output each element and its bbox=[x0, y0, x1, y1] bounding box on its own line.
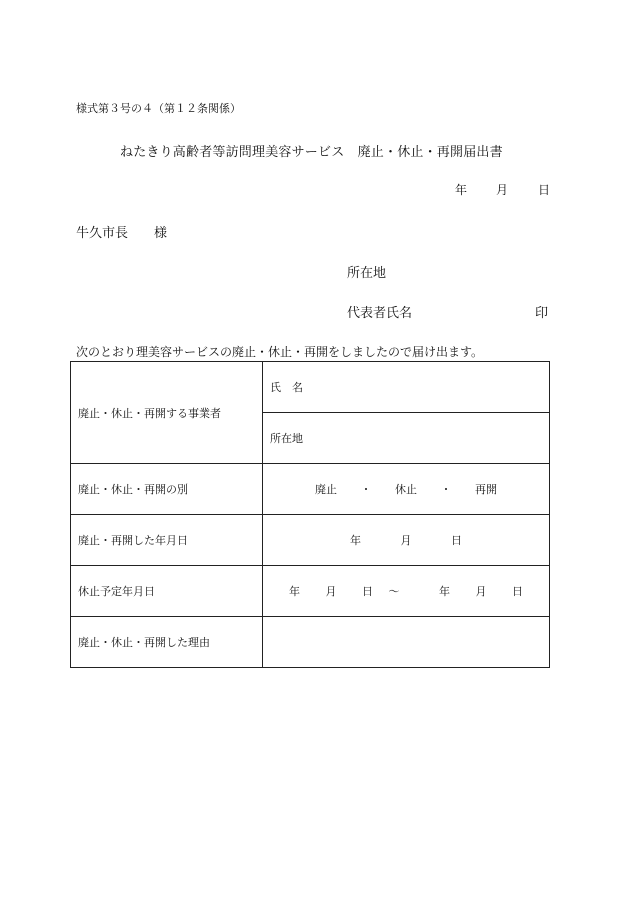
notification-table bbox=[70, 361, 550, 668]
option-suspend: 休止 bbox=[395, 483, 417, 496]
range-separator: ～ bbox=[388, 585, 400, 598]
representative-label: 代表者氏名 bbox=[347, 306, 413, 321]
year-label: 年 bbox=[350, 534, 361, 547]
table-row bbox=[71, 566, 550, 617]
date-month-label: 月 bbox=[496, 183, 509, 197]
day-label: 日 bbox=[451, 534, 462, 547]
table-row bbox=[71, 464, 550, 515]
suspend-date-field[interactable] bbox=[263, 566, 550, 617]
from-month-label: 月 bbox=[325, 585, 337, 598]
form-number: 様式第３号の４（第１２条関係） bbox=[76, 102, 241, 115]
abolish-date-label: 廃止・再開した年月日 bbox=[71, 515, 263, 566]
option-abolish: 廃止 bbox=[315, 483, 337, 496]
type-label: 廃止・休止・再開の別 bbox=[71, 464, 263, 515]
addressee: 牛久市長 様 bbox=[76, 226, 168, 241]
to-month-label: 月 bbox=[475, 585, 487, 598]
name-label: 氏 名 bbox=[270, 381, 303, 394]
address-label: 所在地 bbox=[347, 266, 387, 281]
operator-label: 廃止・休止・再開する事業者 bbox=[71, 362, 263, 464]
type-options[interactable] bbox=[263, 464, 550, 515]
option-separator: ・ bbox=[360, 483, 372, 496]
suspend-date-label: 休止予定年月日 bbox=[71, 566, 263, 617]
option-separator: ・ bbox=[440, 483, 452, 496]
document-title: ねたきり高齢者等訪問理美容サービス 廃止・休止・再開届出書 bbox=[120, 145, 503, 160]
to-day-label: 日 bbox=[512, 585, 523, 598]
date-day-label: 日 bbox=[538, 183, 551, 197]
month-label: 月 bbox=[400, 534, 412, 547]
table-row bbox=[71, 362, 550, 413]
date-year-label: 年 bbox=[455, 183, 468, 197]
reason-label: 廃止・休止・再開した理由 bbox=[71, 617, 263, 668]
location-label: 所在地 bbox=[270, 432, 303, 445]
abolish-date-field[interactable] bbox=[263, 515, 550, 566]
location-field[interactable] bbox=[263, 413, 550, 464]
to-year-label: 年 bbox=[439, 585, 450, 598]
option-resume: 再開 bbox=[475, 483, 497, 496]
table-row bbox=[71, 617, 550, 668]
name-field[interactable] bbox=[263, 362, 550, 413]
reason-field[interactable] bbox=[263, 617, 550, 668]
from-day-label: 日 bbox=[362, 585, 373, 598]
from-year-label: 年 bbox=[289, 585, 300, 598]
table-row bbox=[71, 515, 550, 566]
seal-mark: 印 bbox=[535, 306, 549, 321]
intro-text: 次のとおり理美容サービスの廃止・休止・再開をしましたので届け出ます。 bbox=[76, 345, 484, 359]
